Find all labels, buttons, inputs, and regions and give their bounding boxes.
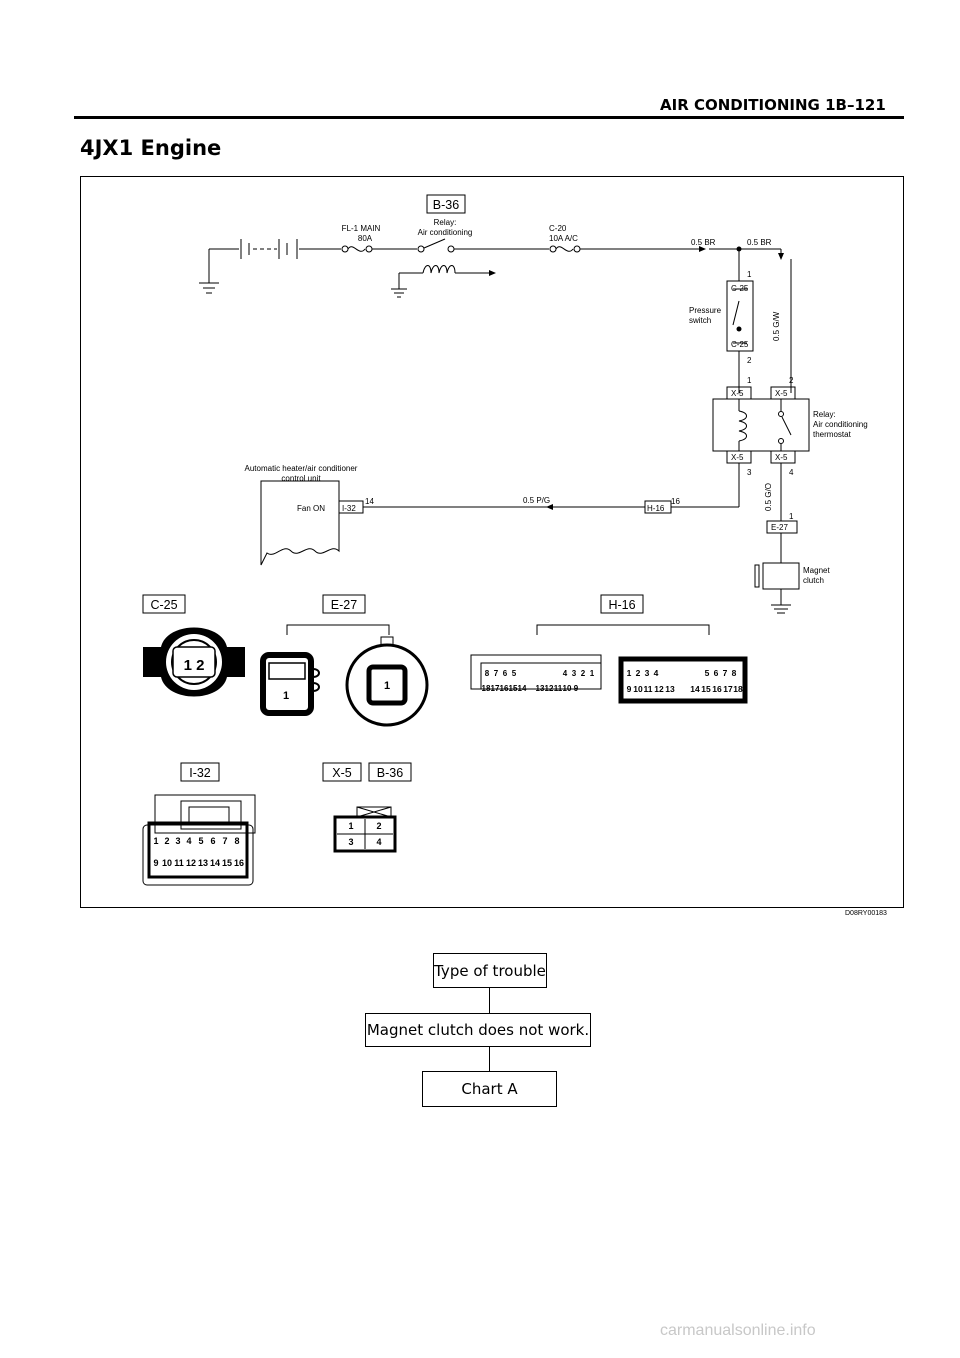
x5-conn-tr: X-5 — [775, 389, 788, 398]
thermostat-relay-line3: thermostat — [813, 430, 851, 439]
i32-pin: 8 — [234, 836, 240, 846]
tag-b36-top: B-36 — [432, 198, 460, 212]
pressure-pin-bottom: 2 — [747, 356, 752, 365]
x5-pin2: 2 — [789, 376, 794, 385]
h16-pin: 5 — [511, 669, 517, 678]
watermark: carmanualsonline.info — [660, 1322, 816, 1339]
h16-pin: 16 — [712, 684, 722, 694]
relay-title: Relay: — [433, 218, 457, 227]
i32-conn-label: I-32 — [342, 504, 356, 513]
h16-pin: 4 — [653, 668, 659, 678]
pressure-conn-top: C-25 — [731, 284, 749, 293]
x5-face-pin3: 3 — [348, 837, 354, 847]
i32-pin: 15 — [221, 858, 233, 868]
i32-pin: 14 — [365, 497, 374, 506]
thermostat-relay-line2: Air conditioning — [813, 420, 868, 429]
x5-pin3: 3 — [747, 468, 752, 477]
x5-pin4: 4 — [789, 468, 794, 477]
h16-pin: 9 — [573, 684, 579, 693]
c25-face-pins: 1 2 — [183, 657, 205, 674]
h16-pin: 1 — [626, 668, 632, 678]
header-rule — [74, 116, 904, 119]
tag-b36-bottom: B-36 — [376, 766, 404, 780]
h16-pin: 15 — [508, 684, 518, 693]
tag-e27: E-27 — [330, 598, 358, 612]
thermostat-relay-title: Relay: — [813, 410, 836, 419]
section-title: 4JX1 Engine — [80, 136, 222, 160]
pressure-conn-bottom: C-25 — [731, 340, 749, 349]
flow-magnet-clutch: Magnet clutch does not work. — [365, 1013, 591, 1047]
i32-pin: 5 — [198, 836, 204, 846]
pressure-pin-top: 1 — [747, 270, 752, 279]
tag-x5: X-5 — [332, 766, 352, 780]
h16-pin: 7 — [722, 668, 728, 678]
x5-conn-br: X-5 — [775, 453, 788, 462]
wiring-diagram-frame — [80, 176, 904, 908]
i32-pin: 6 — [210, 836, 216, 846]
i32-pin: 16 — [233, 858, 245, 868]
h16-pin: 1 — [589, 669, 595, 678]
page-header: AIR CONDITIONING 1B–121 — [660, 96, 886, 114]
i32-pin: 12 — [185, 858, 197, 868]
h16-pin: 7 — [493, 669, 499, 678]
h16-pin: 13 — [665, 684, 675, 694]
i32-pin: 10 — [161, 858, 173, 868]
h16-left-top-pins — [485, 669, 595, 678]
h16-pin: 3 — [571, 669, 577, 678]
h16-pin: 15 — [701, 684, 711, 694]
wire-br-right: 0.5 BR — [747, 238, 772, 247]
i32-pin: 3 — [175, 836, 181, 846]
figure-code: D08RY00183 — [845, 910, 887, 917]
tag-h16: H-16 — [608, 598, 636, 612]
h16-pin: 5 — [704, 668, 710, 678]
e27-face-pin-right: 1 — [383, 680, 391, 692]
x5-face-pin2: 2 — [376, 821, 382, 831]
h16-pin: 14 — [517, 684, 527, 693]
c25-connector-face — [143, 628, 245, 697]
i32-top-pins — [153, 836, 239, 846]
h16-pin: 16 — [671, 497, 680, 506]
flow-connector-1 — [489, 988, 490, 1013]
wire-go: 0.5 G/O — [764, 482, 773, 511]
h16-pin: 10 — [633, 684, 643, 694]
h16-pin: 2 — [580, 669, 586, 678]
e27-conn-label: E-27 — [771, 523, 788, 532]
h16-pin: 8 — [484, 669, 490, 678]
flow-connector-2 — [489, 1047, 490, 1071]
control-unit-line1: Automatic heater/air conditioner — [244, 464, 358, 473]
i32-pin: 4 — [186, 836, 192, 846]
h16-pin: 8 — [731, 668, 737, 678]
x5-face-pin1: 1 — [348, 821, 354, 831]
h16-pin: 9 — [626, 684, 632, 694]
h16-pin: 12 — [654, 684, 664, 694]
x5-conn-bl: X-5 — [731, 453, 744, 462]
control-unit-line2: control unit — [281, 474, 321, 483]
i32-bottom-pins — [153, 858, 244, 868]
h16-pin: 17 — [723, 684, 733, 694]
tag-i32: I-32 — [189, 766, 211, 780]
h16-pin: 17 — [490, 684, 500, 693]
h16-pin: 6 — [713, 668, 719, 678]
wiring-diagram — [81, 177, 903, 907]
i32-pin: 2 — [164, 836, 170, 846]
i32-pin: 7 — [222, 836, 228, 846]
h16-pin: 11 — [553, 684, 563, 693]
i32-pin: 1 — [153, 836, 159, 846]
h16-pin: 12 — [544, 684, 554, 693]
clutch-line2: clutch — [803, 576, 824, 585]
e27-pin: 1 — [789, 512, 794, 521]
flow-type-of-trouble: Type of trouble — [433, 953, 547, 988]
pressure-switch-line1: Pressure — [689, 306, 722, 315]
h16-pin: 13 — [535, 684, 545, 693]
h16-pin: 6 — [502, 669, 508, 678]
i32-pin: 14 — [209, 858, 221, 868]
clutch-line1: Magnet — [803, 566, 830, 575]
fuse-c20-name: C-20 — [549, 224, 567, 233]
x5-conn-tl: X-5 — [731, 389, 744, 398]
h16-pin: 11 — [643, 684, 653, 694]
fuse-c20-rating: 10A A/C — [549, 234, 578, 243]
fuse-main-rating: 80A — [357, 234, 373, 243]
h16-pin: 4 — [562, 669, 568, 678]
e27-connector-faces — [263, 625, 427, 725]
h16-pin: 16 — [499, 684, 509, 693]
x5-pin1: 1 — [747, 376, 752, 385]
i32-pin: 13 — [197, 858, 209, 868]
h16-pin: 10 — [562, 684, 572, 693]
relay-name: Air conditioning — [417, 228, 473, 237]
i32-pin: 11 — [174, 858, 184, 868]
pressure-switch-line2: switch — [689, 316, 712, 325]
h16-pin: 3 — [644, 668, 650, 678]
e27-face-pin-left: 1 — [282, 690, 290, 702]
h16-pin: 18 — [481, 684, 491, 693]
flow-chart-a: Chart A — [422, 1071, 557, 1107]
x5-connector-face — [335, 807, 395, 851]
x5-face-pin4: 4 — [376, 837, 382, 847]
h16-pin: 14 — [690, 684, 700, 694]
fuse-main-name: FL-1 MAIN — [341, 224, 381, 233]
wire-pg: 0.5 P/G — [523, 496, 551, 505]
i32-pin: 9 — [153, 858, 159, 868]
h16-conn-label: H-16 — [647, 504, 665, 513]
control-unit-fan: Fan ON — [297, 504, 326, 513]
h16-pin: 2 — [635, 668, 641, 678]
wire-br-left: 0.5 BR — [691, 238, 716, 247]
h16-pin: 18 — [733, 684, 743, 694]
tag-c25: C-25 — [150, 598, 178, 612]
wire-gw: 0.5 G/W — [772, 311, 781, 341]
